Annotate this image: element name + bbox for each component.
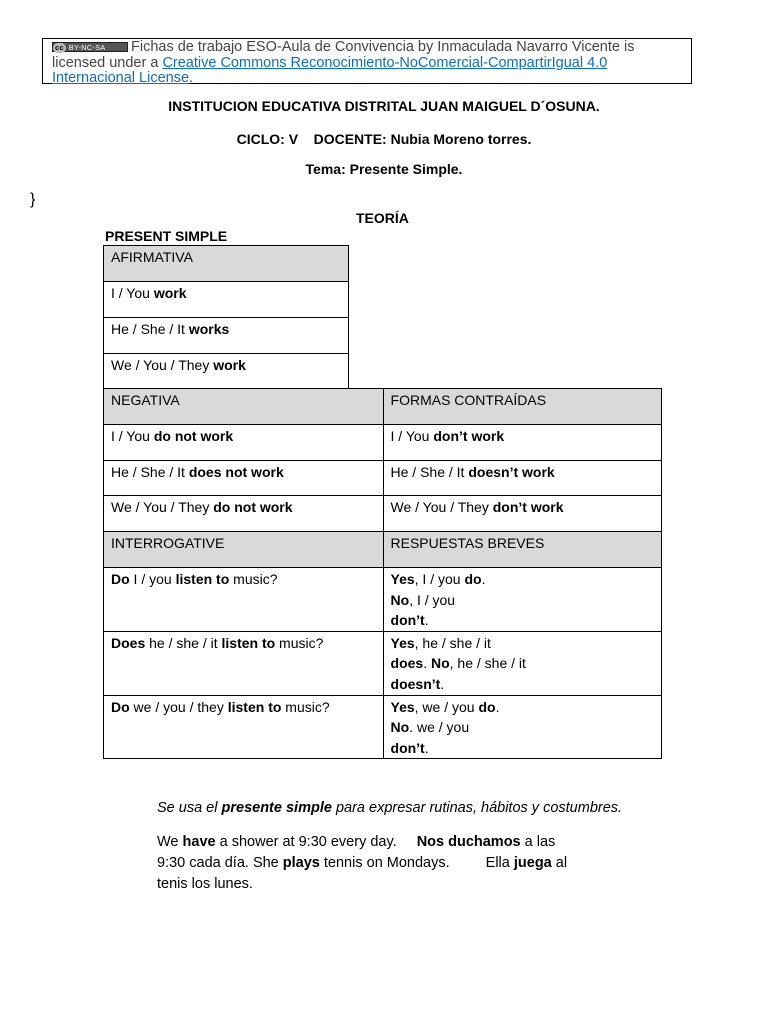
examples-paragraph: We have a shower at 9:30 every day. Nos duchamos a las 9:30 cada día. She plays tennis on Mondays. Ella juega al tenis los lunes.: [157, 834, 568, 892]
interrogative-row: Do I / you listen to music?: [104, 568, 384, 632]
contracted-row: We / You / They don’t work: [383, 496, 661, 532]
negative-row: We / You / They do not work: [104, 496, 384, 532]
section-title: TEORÍA: [356, 210, 409, 226]
license-box: [42, 38, 692, 84]
topic-line: Tema: Presente Simple.: [305, 161, 463, 177]
contracted-row: I / You don’t work: [383, 425, 661, 461]
stray-brace: }: [30, 191, 36, 208]
affirmative-table: [103, 245, 349, 389]
usage-sentence: Se usa el presente simple para expresar rutinas, hábitos y costumbres.: [157, 800, 623, 816]
negative-interrogative-table: [103, 388, 662, 759]
present-simple-label: PRESENT SIMPLE: [105, 228, 228, 244]
cycle-teacher-line: CICLO: V DOCENTE: Nubia Moreno torres.: [236, 131, 532, 147]
interrogative-row: Do we / you / they listen to music?: [104, 695, 384, 759]
interrogative-row: Does he / she / it listen to music?: [104, 631, 384, 695]
negative-row: I / You do not work: [104, 425, 384, 461]
license-link[interactable]: Creative Commons Reconocimiento-NoComercial-CompartirIgual 4.0 Internacional License: [52, 54, 608, 86]
affirmative-row: We / You / They work: [104, 354, 349, 389]
contracted-header: FORMAS CONTRAÍDAS: [383, 389, 661, 425]
cc-license-badge-icon: cc BY-NC-SA: [52, 42, 128, 52]
license-period: .: [189, 70, 194, 86]
affirmative-row: He / She / It works: [104, 318, 349, 354]
short-answer-row: Yes, we / you do. No. we / you don’t.: [383, 695, 661, 759]
license-text: Fichas de trabajo ESO-Aula de Convivencia by Inmaculada Navarro Vicente is licensed under a: [52, 39, 635, 71]
negative-row: He / She / It does not work: [104, 461, 384, 496]
institution-title: INSTITUCION EDUCATIVA DISTRITAL JUAN MAIGUEL D´OSUNA.: [168, 98, 600, 114]
interrogative-header: INTERROGATIVE: [104, 532, 384, 568]
short-answer-row: Yes, I / you do. No, I / you don’t.: [383, 568, 661, 632]
affirmative-header: AFIRMATIVA: [104, 246, 349, 282]
short-answer-row: Yes, he / she / it does. No, he / she / it doesn’t.: [383, 631, 661, 695]
short-answers-header: RESPUESTAS BREVES: [383, 532, 661, 568]
affirmative-row: I / You work: [104, 282, 349, 318]
contracted-row: He / She / It doesn’t work: [383, 461, 661, 496]
negative-header: NEGATIVA: [104, 389, 384, 425]
